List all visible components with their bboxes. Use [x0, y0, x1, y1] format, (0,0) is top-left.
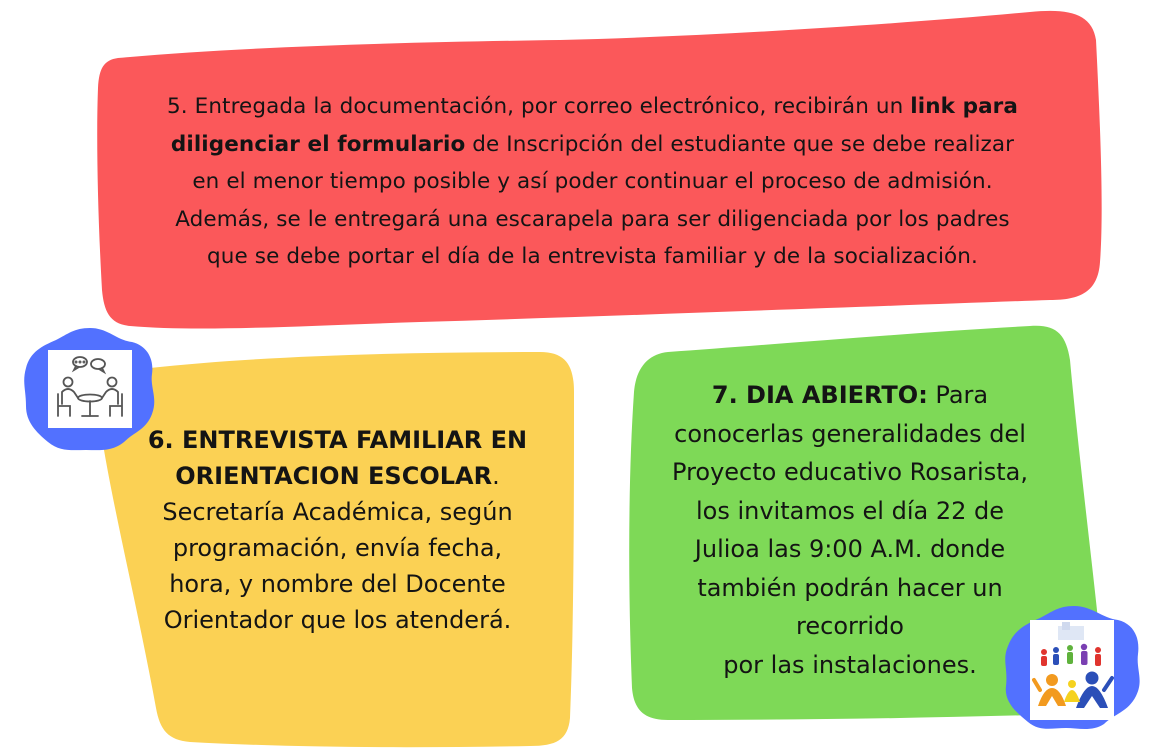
- step7-body-line-4: Julioa las 9:00 A.M. donde: [694, 535, 1006, 563]
- step7-body-line-2: Proyecto educativo Rosarista,: [672, 458, 1028, 486]
- step5-line-5: que se debe portar el día de la entrevista familiar y de la socialización.: [207, 244, 978, 269]
- step5-line-1-bold: link para: [910, 94, 1018, 119]
- step7-title-line: 7. DIA ABIERTO: Para: [711, 381, 989, 409]
- step6-body-line-3: hora, y nombre del Docente: [169, 570, 506, 598]
- step7-body-line-6: recorrido: [796, 612, 904, 640]
- step7-body-line-5: también podrán hacer un: [697, 573, 1003, 602]
- step5-line-3: en el menor tiempo posible y así poder continuar el proceso de admisión.: [192, 169, 993, 194]
- step5-text: [100, 88, 1085, 276]
- step5-line-2-bold: diligenciar el formulario: [170, 131, 466, 157]
- step6-title-line-2: ORIENTACION ESCOLAR.: [175, 462, 500, 490]
- community-people-icon: [1000, 602, 1146, 732]
- step6-title-line-1: 6. ENTREVISTA FAMILIAR EN: [147, 426, 528, 454]
- step6-text: [105, 422, 570, 638]
- step6-body-line-4: Orientador que los atenderá.: [163, 606, 512, 634]
- meeting-table-icon: [20, 322, 160, 456]
- step7-body-line-1: conocerlas generalidades del: [674, 419, 1026, 448]
- step6-body-line-2: programación, envía fecha,: [172, 534, 503, 562]
- step7-body-line-7: por las instalaciones.: [723, 650, 977, 679]
- step5-line-1: 5. Entregada la documentación, por correo electrónico, recibirán un link para: [167, 94, 1018, 119]
- step7-body-line-3: los invitamos el día 22 de: [695, 496, 1004, 525]
- step5-line-4: Además, se le entregará una escarapela para ser diligenciada por los padres: [175, 206, 1010, 232]
- step5-line-2: diligenciar el formulario de Inscripción del estudiante que se debe realizar: [170, 131, 1015, 157]
- step6-body-line-1: Secretaría Académica, según: [162, 498, 513, 526]
